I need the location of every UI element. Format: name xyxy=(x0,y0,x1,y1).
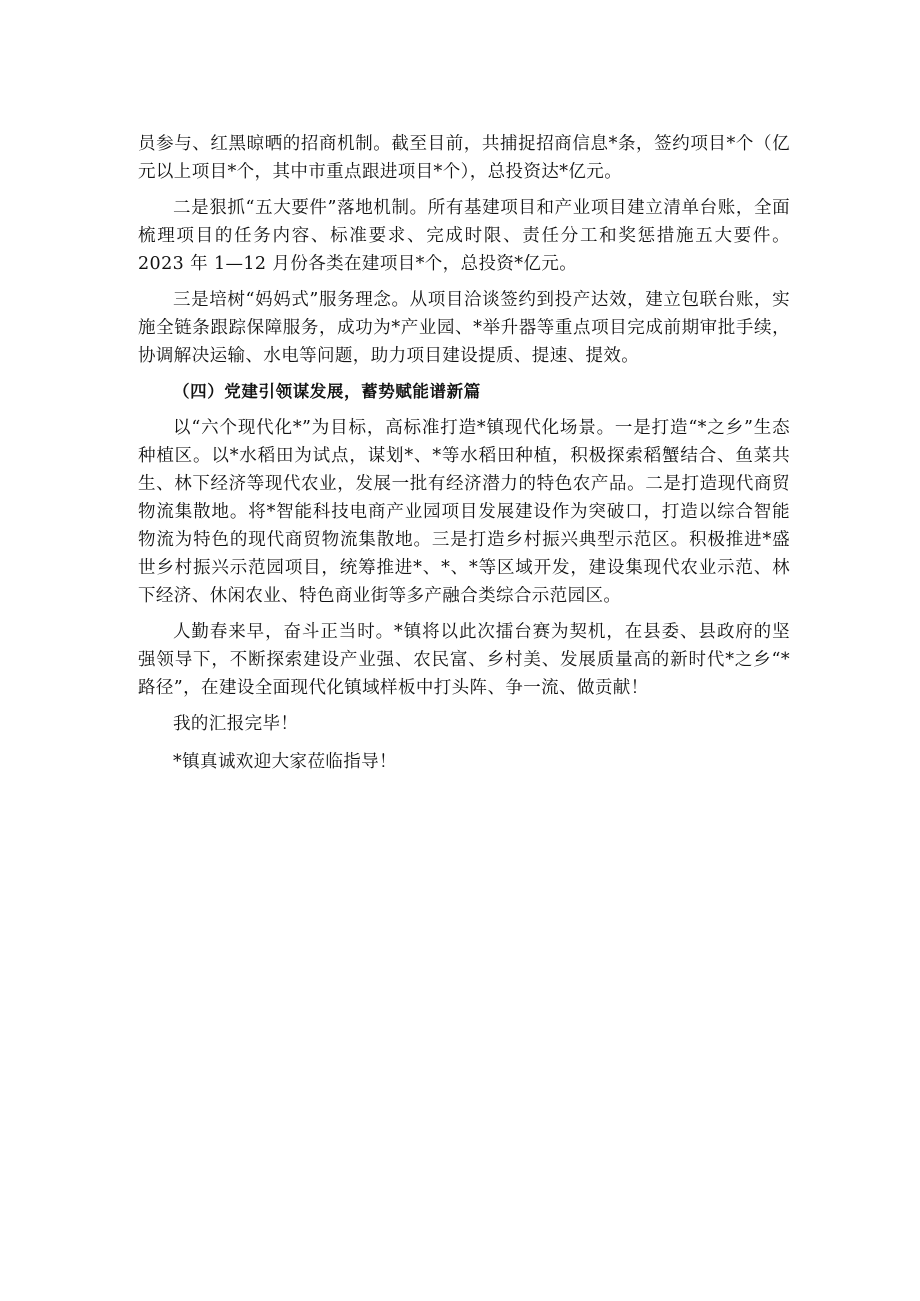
paragraph-conclusion: 人勤春来早，奋斗正当时。*镇将以此次擂台赛为契机，在县委、县政府的坚强领导下，不断探索建设产业强、农民富、乡村美、发展质量高的新时代*之乡“*路径”，在建设全面现代化镇域样板中打头阵、争一流、做贡献！ xyxy=(138,622,790,698)
paragraph-modernization: 以“六个现代化*”为目标，高标准打造*镇现代化场景。一是打造“*之乡”生态种植区。以*水稻田为试点，谋划*、*等水稻田种植，积极探索稻蟹结合、鱼菜共生、林下经济等现代农业，发展一批有经济潜力的特色农产品。二是打造现代商贸物流集散地。将*智能科技电商产业园项目发展建设作为突破口，打造以综合智能物流为特色的现代商贸物流集散地。三是打造乡村振兴典型示范区。积极推进*盛世乡村振兴示范园项目，统筹推进*、*、*等区域开发，建设集现代农业示范、林下经济、休闲农业、特色商业街等多产融合类综合示范园区。 xyxy=(138,418,790,606)
paragraph-report-end: 我的汇报完毕！ xyxy=(173,714,299,734)
paragraph-investment-summary: 员参与、红黑晾晒的招商机制。截至目前，共捕捉招商信息*条，签约项目*个（亿元以上项目*个，其中市重点跟进项目*个），总投资达*亿元。 xyxy=(138,134,790,182)
paragraph-service-concept: 三是培树“妈妈式”服务理念。从项目洽谈签约到投产达效，建立包联台账，实施全链条跟踪保障服务，成功为*产业园、*举升器等重点项目完成前期审批手续，协调解决运输、水电等问题，助力项目建设提质、提速、提效。 xyxy=(138,290,790,366)
paragraph-five-elements: 二是狠抓“五大要件”落地机制。所有基建项目和产业项目建立清单台账，全面梳理项目的任务内容、标准要求、完成时限、责任分工和奖惩措施五大要件。2023 年 1—12 月份各类在建项目*个，总投资*亿元。 xyxy=(138,198,790,274)
section-heading: （四）党建引领谋发展，蓄势赋能谱新篇 xyxy=(173,382,481,401)
document-body xyxy=(138,130,790,786)
paragraph-welcome: *镇真诚欢迎大家莅临指导！ xyxy=(173,752,397,772)
